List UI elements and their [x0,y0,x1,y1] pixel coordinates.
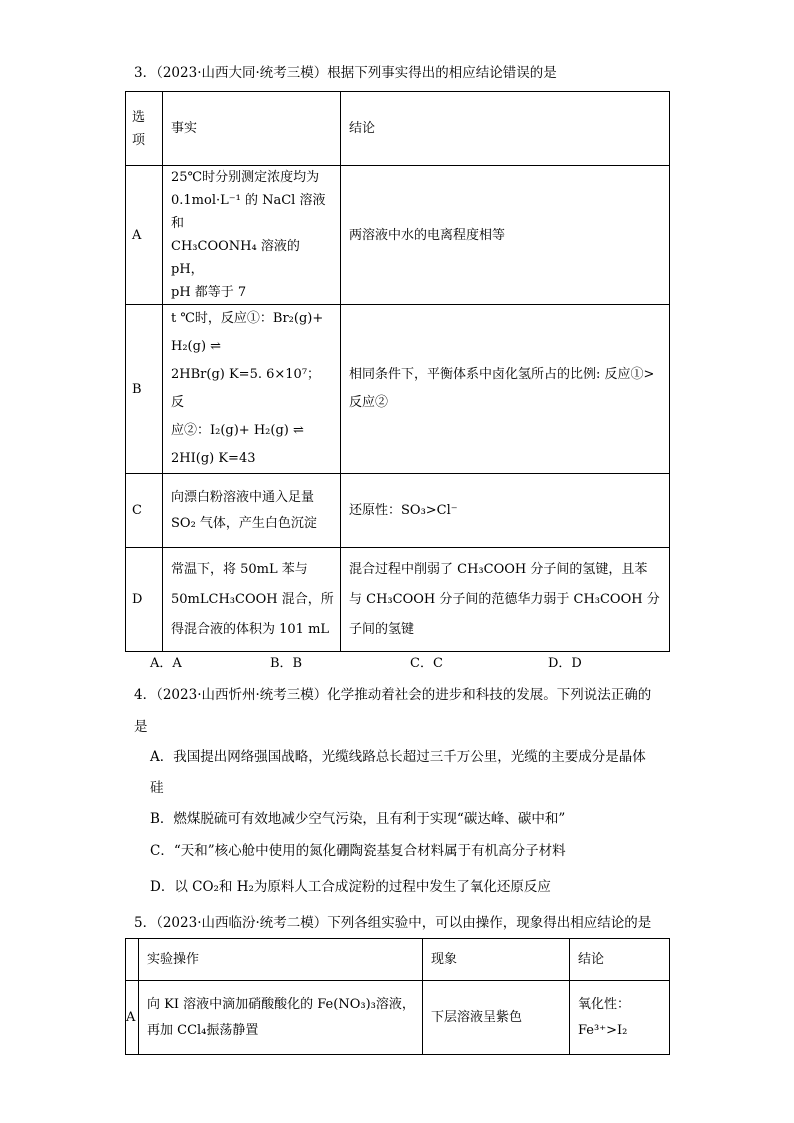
row-option: C [126,474,163,548]
option-a[interactable]: A．A [150,656,182,671]
q5-table [125,938,670,1055]
table-row [126,305,670,474]
table-row [126,981,670,1055]
row-option: A [126,166,163,305]
table-row [126,548,670,652]
option-b[interactable]: B．B [270,656,303,671]
row-conclusion: 相同条件下，平衡体系中卤化氢所占的比例: 反应①> 反应② [341,305,670,474]
header-blank [126,939,139,981]
q3-title: 3．（2023·山西大同·统考三模）根据下列事实得出的相应结论错误的是 [134,65,557,81]
row-fact: 向漂白粉溶液中通入足量 SO₂ 气体，产生白色沉淀 [163,474,341,548]
row-fact: 常温下，将 50mL 苯与 50mLCH₃COOH 混合，所 得混合液的体积为 101 mL [163,548,341,652]
row-conclusion: 混合过程中削弱了 CH₃COOH 分子间的氢键，且苯 与 CH₃COOH 分子间的范德华力弱于 CH₃COOH 分 子间的氢键 [341,548,670,652]
header-conclusion: 结论 [570,939,670,981]
option-c[interactable]: C．C [410,656,443,671]
row-operation: 向 KI 溶液中滴加硝酸酸化的 Fe(NO₃)₃溶液， 再加 CCl₄振荡静置 [139,981,423,1055]
option-d[interactable]: D．D [548,656,582,671]
table-row [126,166,670,305]
row-conclusion: 还原性：SO₃>Cl⁻ [341,474,670,548]
q4-option-a-line2: 硅 [150,780,164,796]
table-header-row [126,92,670,166]
q4-option-a-line1[interactable]: A．我国提出网络强国战略，光缆线路总长超过三千万公里，光缆的主要成分是晶体 [150,749,646,765]
q4-option-d[interactable]: D．以 CO₂和 H₂为原料人工合成淀粉的过程中发生了氧化还原反应 [150,879,551,895]
header-conclusion: 结论 [341,92,670,166]
header-fact: 事实 [163,92,341,166]
row-conclusion: 氧化性： Fe³⁺>I₂ [570,981,670,1055]
q3-options [150,652,710,672]
header-phenomenon: 现象 [423,939,570,981]
row-fact: 25℃时分别测定浓度均为 0.1mol·L⁻¹ 的 NaCl 溶液和 CH₃COONH₄ 溶液的 pH， pH 都等于 7 [163,166,341,305]
q4-option-b[interactable]: B．燃煤脱硫可有效地减少空气污染，且有利于实现“碳达峰、碳中和” [150,811,566,827]
row-option: A [126,981,139,1055]
header-option: 选 项 [126,92,163,166]
q4-title-line1: 4．（2023·山西忻州·统考三模）化学推动着社会的进步和科技的发展。下列说法正确的 [134,687,652,703]
row-conclusion: 两溶液中水的电离程度相等 [341,166,670,305]
row-option: B [126,305,163,474]
q5-title: 5．（2023·山西临汾·统考二模）下列各组实验中，可以由操作，现象得出相应结论的是 [134,915,652,931]
header-operation: 实验操作 [139,939,423,981]
q3-table [125,91,670,652]
row-fact: t ℃时，反应①：Br₂(g)+ H₂(g) ⇌ 2HBr(g) K=5. 6×10⁷；反 应②：I₂(g)+ H₂(g) ⇌ 2HI(g) K=43 [163,305,341,474]
row-option: D [126,548,163,652]
q4-title-line2: 是 [134,719,148,735]
table-row [126,474,670,548]
q4-option-c[interactable]: C．“天和”核心舱中使用的氮化硼陶瓷基复合材料属于有机高分子材料 [150,843,566,859]
row-phenomenon: 下层溶液呈紫色 [423,981,570,1055]
table-header-row [126,939,670,981]
